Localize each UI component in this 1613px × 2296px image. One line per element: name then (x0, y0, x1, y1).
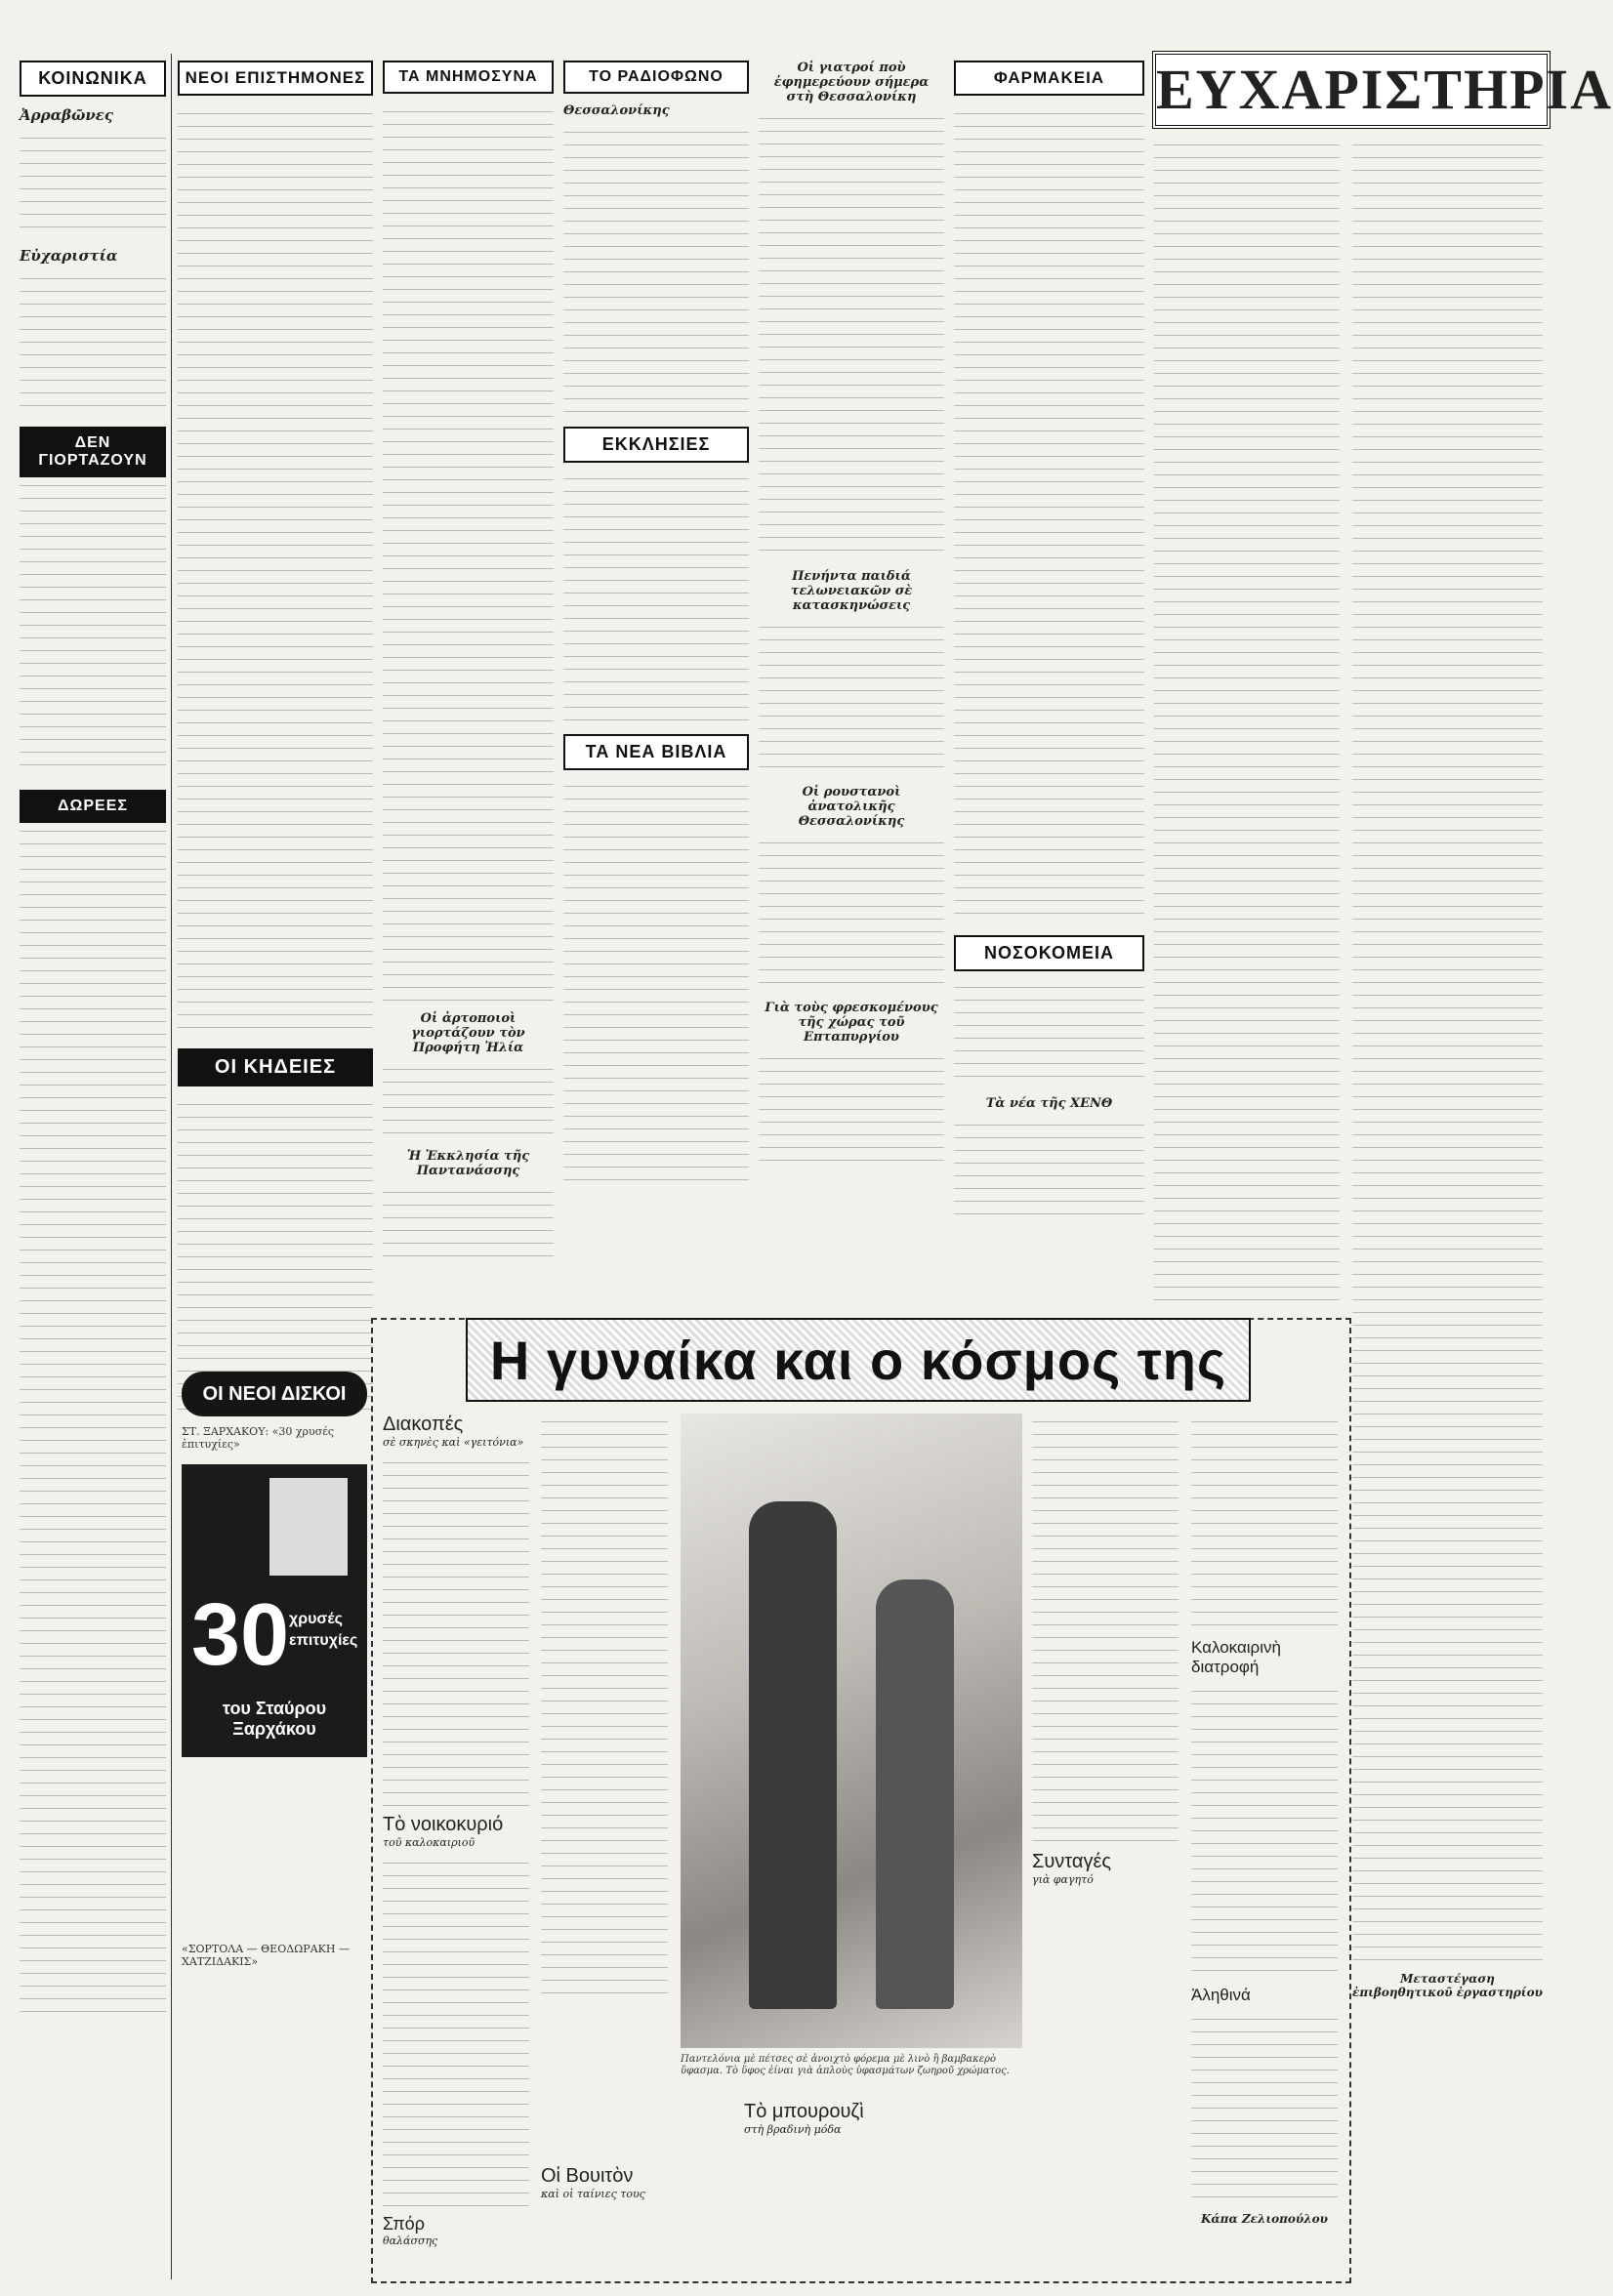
ad-line1: χρυσές (289, 1611, 343, 1627)
text-block (759, 619, 944, 775)
diakopes-subheading: σὲ σκηνὲς καὶ «γειτόνια» (383, 1436, 524, 1449)
mpourouzi-block (744, 2101, 939, 2136)
signature-kappa: Κάπα Ζελιοπούλου (1201, 2212, 1328, 2226)
text-block (20, 270, 166, 407)
subhead-paidia: Πενήντα παιδιά τελωνειακῶν σὲ κατασκηνώσεις (790, 569, 913, 613)
text-block (383, 103, 554, 1002)
text-block (1191, 2011, 1338, 2206)
subhead-euxaristia: Εὐχαριστία (20, 247, 118, 265)
text-block (1191, 1414, 1338, 1628)
feature-woman-section (371, 1318, 1351, 2283)
text-block (1191, 1683, 1338, 1976)
photo-caption: Παντελόνια μὲ πέτσες σὲ ἀνοιχτὸ φόρεμα μὲ λινὸ ἢ βαμβακερὸ ὕφασμα. Τὸ ὕφος ἐίναι γιὰ ἀπλοὺς ὑφασμάτων ζωηροῦ χρώματος. (681, 2054, 1010, 2076)
subhead-routistiki: Οἱ ρουστανοὶ ἀνατολικῆς Θεσσαλονίκης (798, 785, 905, 829)
section-header-radiofono: ΤΟ ΡΑΔΙΟΦΩΝΟ (563, 61, 749, 94)
text-block (954, 105, 1144, 925)
text-block (954, 979, 1144, 1086)
subhead-thessalonikis: Θεσσαλονίκης (563, 103, 670, 118)
section-header-ekklisies: ΕΚΚΛΗΣΙΕΣ (563, 427, 749, 463)
mpourouzi-subheading: στὴ βραδινὴ μόδα (744, 2123, 842, 2136)
text-block (563, 778, 749, 1188)
photo-figure-right (876, 1579, 954, 2009)
text-block (563, 124, 749, 417)
noikokyrio-subheading: τοῦ καλοκαιριοῦ (383, 1836, 476, 1849)
subhead-arravones: Ἀρραβῶνες (20, 106, 114, 124)
section-header-dorees: ΔΩΡΕΕΣ (20, 790, 166, 823)
text-block (178, 1096, 373, 1418)
text-block (1154, 137, 1340, 1308)
feature-col-2 (541, 1414, 668, 2200)
column-radiofono (563, 0, 749, 1308)
subhead-epistoli: Γιὰ τοὺς φρεσκομένους τῆς χώρας τοῦ Επταπυργίου (765, 1001, 938, 1045)
subhead-artopoioi: Οἱ ἀρτοποιοὶ γιορτάζουν τὸν Προφήτη Ἠλία (411, 1011, 525, 1055)
section-header-nosokomeia: ΝΟΣΟΚΟΜΕΙΑ (954, 935, 1144, 971)
text-block (178, 105, 373, 1033)
ad-line3: του Σταύρου Ξαρχάκου (222, 1699, 327, 1739)
syntages-subheading: γιὰ φαγητό (1032, 1873, 1094, 1886)
text-block (954, 1117, 1144, 1224)
text-block (383, 1855, 529, 2206)
feature-title: Η γυναίκα και ο κόσμος της (466, 1318, 1251, 1402)
subhead-xenth: Τὰ νέα τῆς ΧΕΝΘ (985, 1096, 1113, 1111)
kalokairini-heading: Καλοκαιρινὴ διατροφή (1191, 1638, 1281, 1676)
section-header-kideies: ΟΙ ΚΗΔΕΙΕΣ (178, 1048, 373, 1086)
text-block (759, 1050, 944, 1168)
feature-col-4 (1191, 1414, 1338, 2226)
sport-heading: Σπόρ (383, 2214, 425, 2234)
text-block (20, 477, 166, 770)
disc-note: ΣΤ. ΞΑΡΧΑΚΟΥ: «30 χρυσές ἐπιτυχίες» (182, 1425, 335, 1451)
diakopes-heading: Διακοπές (383, 1414, 464, 1435)
ad-portrait (269, 1478, 348, 1576)
column-eucharistiria-right (1352, 137, 1543, 2089)
subhead-ekklisia-pantanassis: Ἡ Ἐκκλησία τῆς Παντανάσσης (406, 1149, 530, 1178)
text-block (1032, 1414, 1179, 1843)
sport-subheading: θαλάσσης (383, 2234, 438, 2247)
banner-neoi-diskoi: ΟΙ ΝΕΟΙ ΔΙΣΚΟΙ (182, 1372, 367, 1416)
text-block (383, 1184, 554, 1262)
sortola-note: «ΣΟΡΤΟΛΑ — ΘΕΟΔΩΡΑΚΗ — ΧΑΤΖΙΔΑΚΙΣ» (182, 1943, 350, 1968)
masthead-eucharistiria: ΕΥΧΑΡΙΣΤΗΡΙΑ (1152, 51, 1551, 129)
text-block (541, 1414, 668, 1999)
syntages-heading: Συνταγές (1032, 1851, 1112, 1872)
column-eucharistiria-left (1154, 137, 1340, 1308)
column-rule (171, 54, 172, 2279)
ad-30-xryses-epityxies (182, 1464, 367, 1757)
ad-number: 30 (191, 1586, 290, 1684)
column-giatroi (759, 0, 944, 1308)
text-block (20, 130, 166, 237)
feature-col-3 (1032, 1414, 1179, 1886)
subhead-giatroi: Οἱ γιατροί ποὺ ἐφημερεύουν σήμερα στὴ Θεσσαλονίκη (773, 61, 930, 104)
text-block (563, 471, 749, 724)
text-block (383, 1061, 554, 1139)
vouiton-subheading: καὶ οἱ ταίνιες τους (541, 2188, 645, 2200)
column-mnimosyna (383, 0, 554, 1308)
column-koinonika (20, 0, 166, 2296)
ad-line2: επιτυχίες (289, 1632, 358, 1649)
section-header-nees-epistimones: ΝΕΟΙ ΕΠΙΣΤΗΜΟΝΕΣ (178, 61, 373, 96)
column-farmakeia (954, 0, 1144, 1318)
noikokyrio-heading: Τὸ νοικοκυριό (383, 1814, 504, 1835)
section-header-mnimosyna: ΤΑ ΜΝΗΜΟΣΥΝΑ (383, 61, 554, 94)
section-header-den-giortazoun: ΔΕΝ ΓΙΟΡΤΑΖΟΥΝ (20, 427, 166, 477)
feature-fashion-photo (681, 1414, 1022, 2048)
feature-col-diakopes (383, 1414, 529, 2247)
section-header-farmakeia: ΦΑΡΜΑΚΕΙΑ (954, 61, 1144, 96)
vouiton-heading: Οἱ Βουιτὸν (541, 2165, 634, 2187)
section-header-nea-vivlia: ΤΑ ΝΕΑ ΒΙΒΛΙΑ (563, 734, 749, 770)
subhead-metastegasi: Μεταστέγαση ἐπιβοηθητικοῦ ἐργαστηρίου (1352, 1972, 1543, 1999)
text-block (1352, 137, 1543, 1962)
text-block (759, 835, 944, 991)
photo-figure-left (749, 1501, 837, 2009)
section-header-koinonika: ΚΟΙΝΩΝΙΚΑ (20, 61, 166, 97)
text-block (383, 1455, 529, 1806)
text-block (759, 110, 944, 559)
text-block (20, 823, 166, 2014)
alithina-heading: Ἀληθινά (1191, 1986, 1251, 2004)
mpourouzi-heading: Τὸ μπουρουζὶ (744, 2101, 864, 2122)
